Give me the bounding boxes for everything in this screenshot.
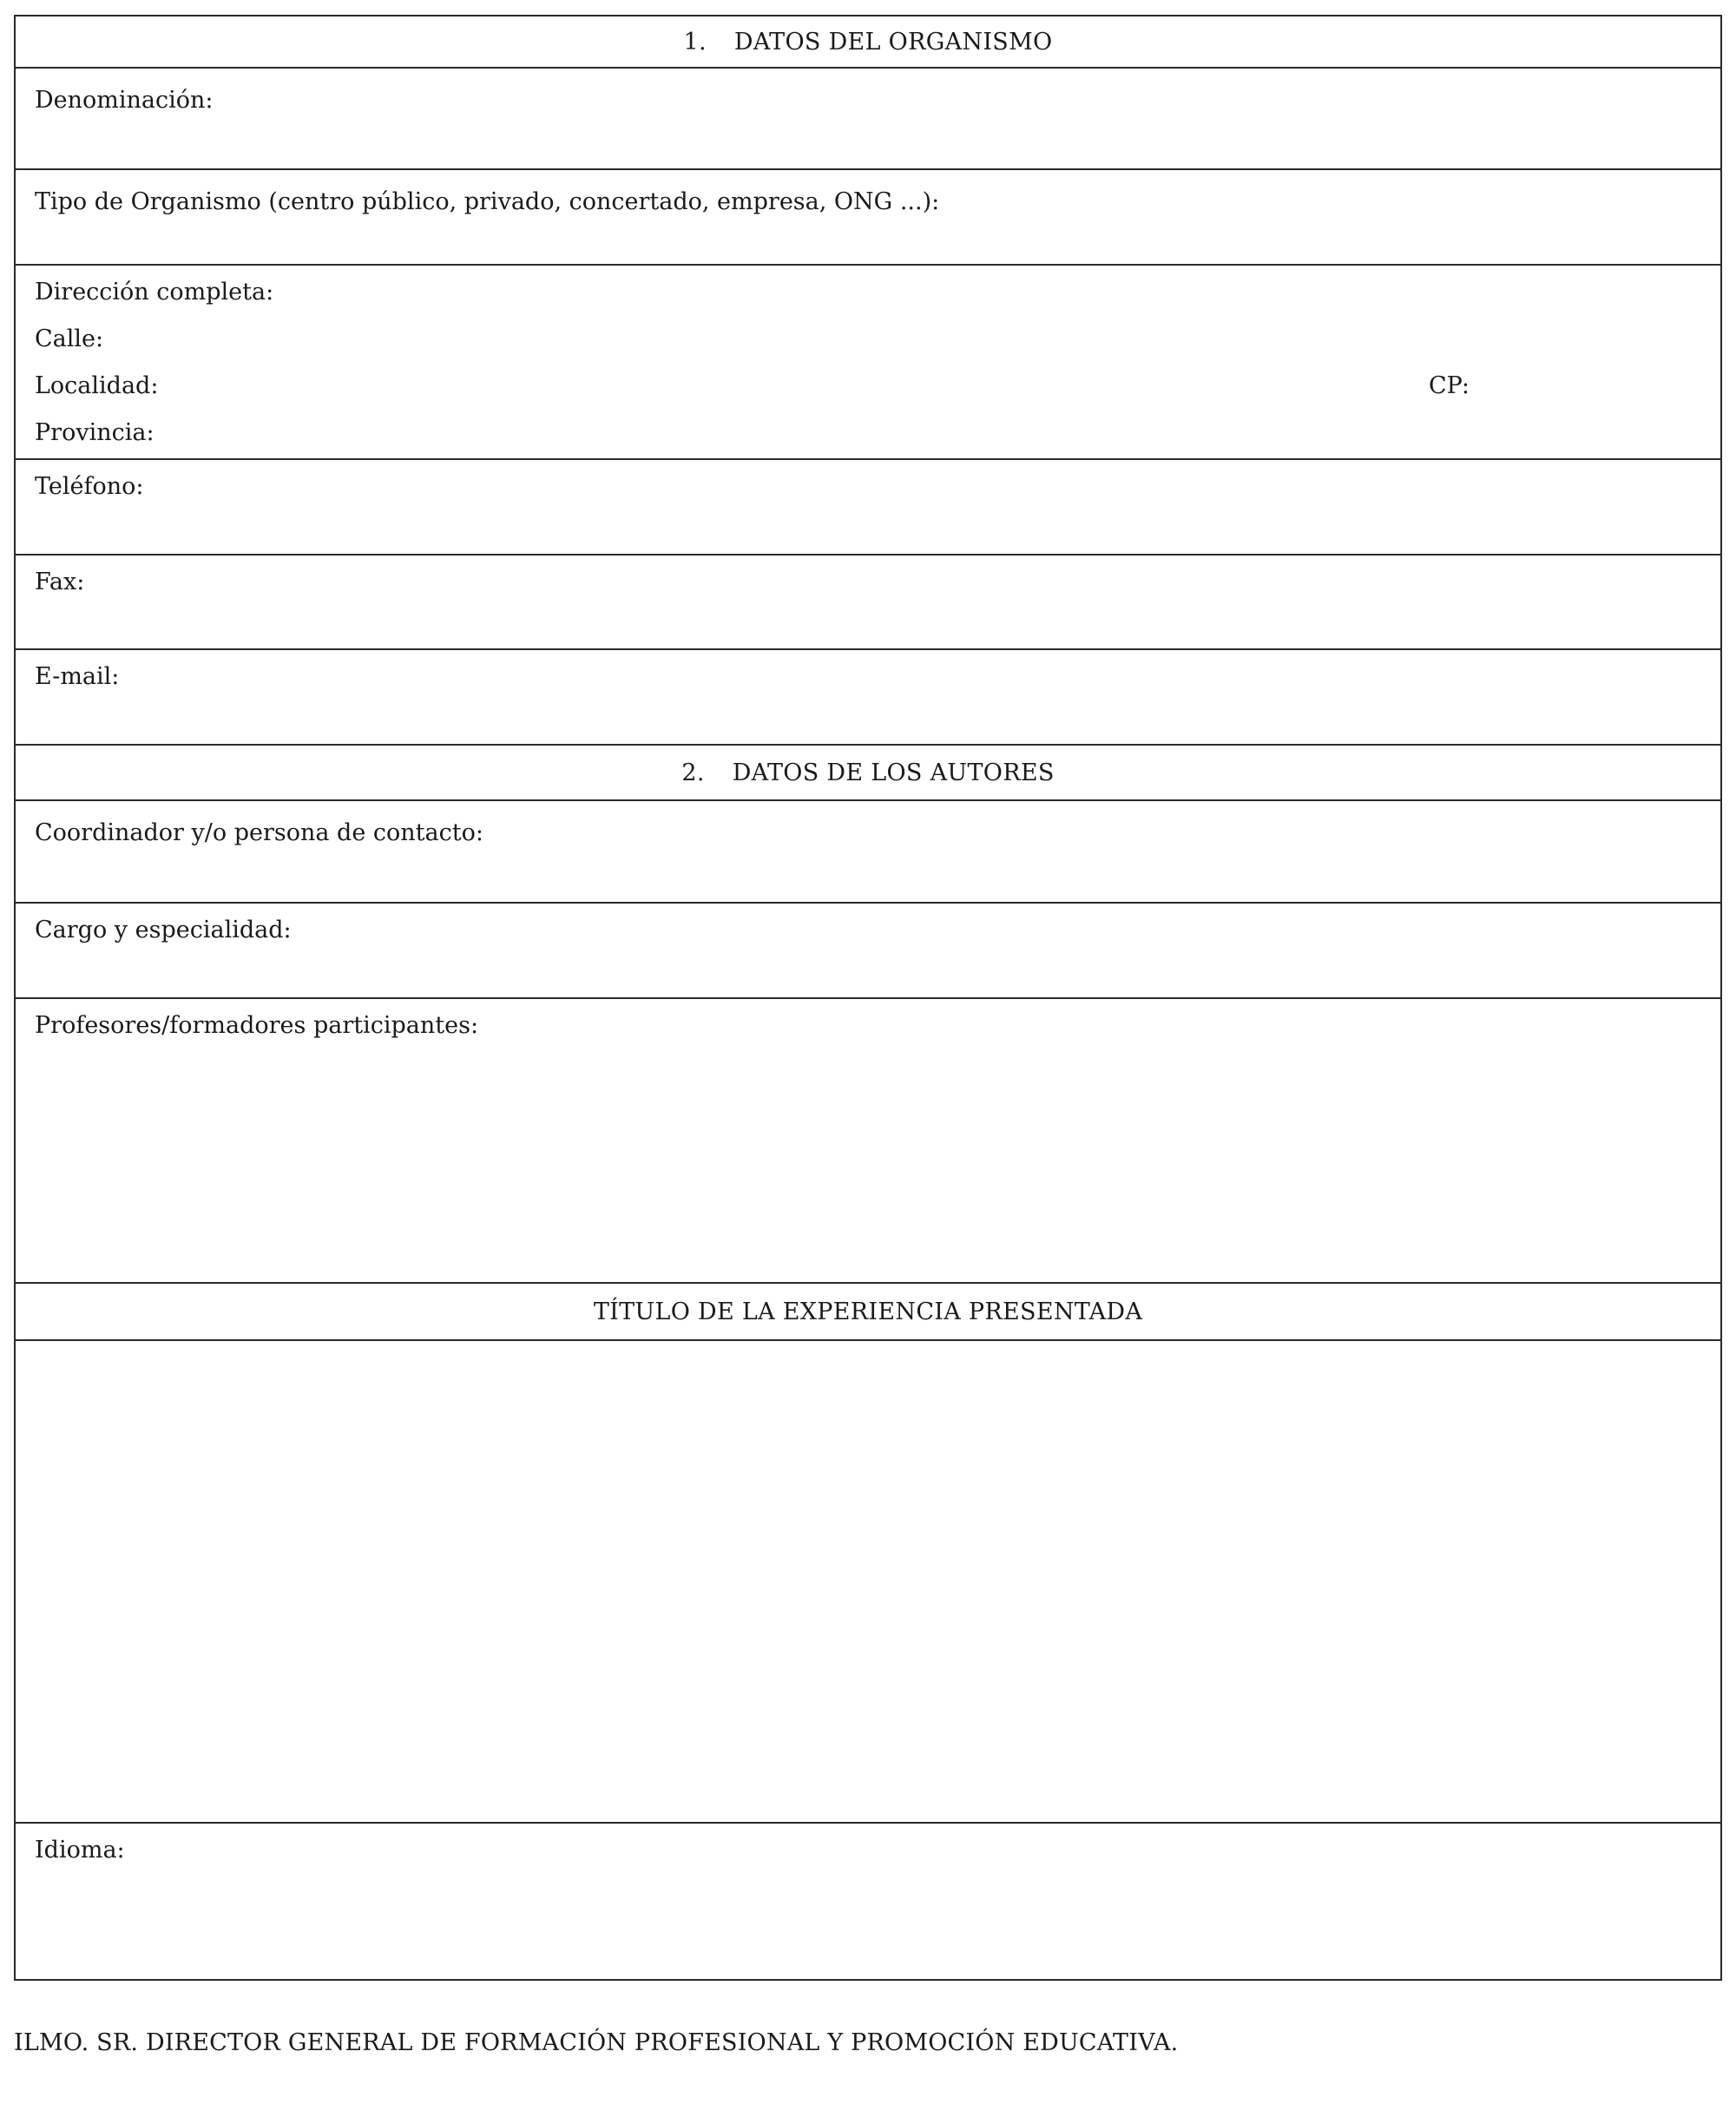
profesores-field[interactable] — [16, 999, 1720, 1284]
coordinador-label: Coordinador y/o persona de contacto: — [35, 819, 483, 846]
denominacion-field[interactable] — [16, 69, 1720, 170]
cargo-label: Cargo y especialidad: — [35, 917, 292, 943]
tipo-organismo-field[interactable] — [16, 170, 1720, 266]
calle-field[interactable] — [35, 325, 1720, 371]
calle-label: Calle: — [35, 325, 104, 352]
section-3-title: TÍTULO DE LA EXPERIENCIA PRESENTADA — [593, 1298, 1143, 1325]
telefono-label: Teléfono: — [35, 473, 144, 500]
section-1-title: DATOS DEL ORGANISMO — [733, 28, 1053, 56]
provincia-field[interactable] — [35, 418, 1720, 465]
telefono-field[interactable] — [16, 460, 1720, 556]
idioma-field[interactable] — [16, 1824, 1720, 1979]
email-label: E-mail: — [35, 663, 120, 690]
cp-label[interactable]: CP: — [1429, 372, 1470, 399]
addressee-footer: ILMO. SR. DIRECTOR GENERAL DE FORMACIÓN PROFESIONAL Y PROMOCIÓN EDUCATIVA. — [14, 2029, 1179, 2056]
direccion-label: Dirección completa: — [35, 279, 274, 306]
section-2-header — [16, 746, 1720, 801]
provincia-label: Provincia: — [35, 419, 155, 446]
fax-label: Fax: — [35, 569, 85, 595]
email-field[interactable] — [16, 650, 1720, 746]
idioma-label: Idioma: — [35, 1837, 125, 1864]
section-1-header — [16, 16, 1720, 69]
section-2-title: DATOS DE LOS AUTORES — [732, 759, 1055, 786]
localidad-label[interactable]: Localidad: — [35, 372, 159, 399]
cargo-field[interactable] — [16, 904, 1720, 999]
coordinador-field[interactable] — [16, 801, 1720, 904]
direccion-block — [16, 266, 1720, 460]
localidad-cp-line — [35, 371, 1720, 418]
application-form — [14, 15, 1722, 1981]
fax-field[interactable] — [16, 556, 1720, 650]
section-1-number: 1. — [683, 28, 707, 56]
titulo-experiencia-field[interactable] — [16, 1341, 1720, 1824]
denominacion-label: Denominación: — [35, 87, 214, 114]
profesores-label: Profesores/formadores participantes: — [35, 1012, 479, 1039]
tipo-organismo-label: Tipo de Organismo (centro público, privado, concertado, empresa, ONG ...): — [35, 188, 940, 215]
section-3-header — [16, 1284, 1720, 1341]
section-2-number: 2. — [681, 759, 705, 786]
